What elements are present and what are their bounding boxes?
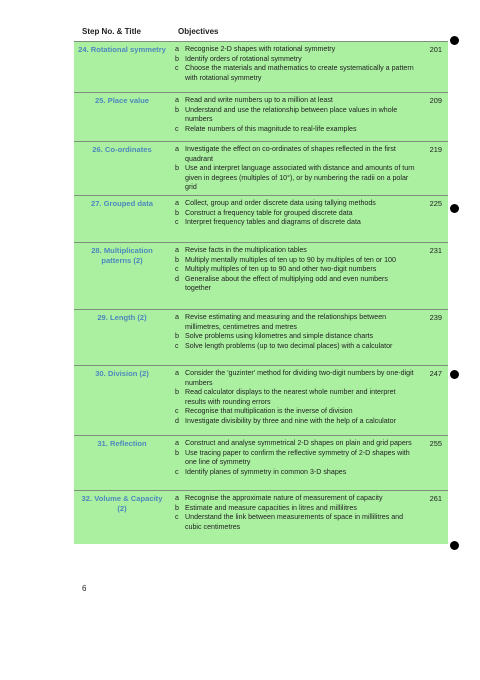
page-reference: 225 bbox=[429, 199, 442, 208]
objective-text: Read calculator displays to the nearest whole number and interpret results with rounding errors bbox=[185, 388, 396, 406]
objective-letter: b bbox=[175, 332, 179, 341]
objective-item bbox=[175, 265, 415, 275]
objectives-table bbox=[74, 41, 448, 544]
objective-item bbox=[175, 145, 415, 164]
objective-item bbox=[175, 275, 415, 294]
objective-text: Understand the link between measurements of space in millilitres and cubic centimetres bbox=[185, 513, 404, 531]
objective-text: Consider the 'guzinter' method for dividing two-digit numbers by one-digit numbers bbox=[185, 369, 414, 387]
objective-row bbox=[74, 365, 448, 435]
objective-text: Generalise about the effect of multiplying odd and even numbers together bbox=[185, 274, 388, 293]
objective-item bbox=[175, 125, 415, 135]
objective-letter: a bbox=[175, 96, 179, 104]
objective-item bbox=[175, 64, 415, 83]
objective-item bbox=[175, 439, 415, 449]
objective-row bbox=[74, 490, 448, 544]
step-title: 24. Rotational symmetry bbox=[78, 45, 166, 54]
objective-letter: b bbox=[175, 164, 179, 173]
binder-hole-icon bbox=[450, 204, 459, 213]
objective-text: Construct a frequency table for grouped discrete data bbox=[185, 208, 353, 217]
objective-letter: c bbox=[175, 124, 179, 133]
objective-item bbox=[175, 209, 415, 219]
objective-letter: b bbox=[175, 255, 179, 264]
page-reference: 261 bbox=[429, 494, 442, 503]
objectives-list bbox=[175, 199, 415, 228]
objective-item bbox=[175, 513, 415, 532]
objectives-list bbox=[175, 494, 415, 532]
page-reference: 219 bbox=[429, 145, 442, 154]
objective-item bbox=[175, 45, 415, 55]
objective-letter: b bbox=[175, 208, 179, 217]
objective-item bbox=[175, 218, 415, 228]
objective-item bbox=[175, 246, 415, 256]
objective-letter: a bbox=[175, 246, 179, 254]
objective-item bbox=[175, 96, 415, 106]
objective-text: Estimate and measure capacities in litres and millilitres bbox=[185, 503, 357, 512]
objective-text: Recognise 2-D shapes with rotational symmetry bbox=[185, 45, 336, 53]
page-number: 6 bbox=[82, 584, 87, 593]
objective-letter: c bbox=[175, 265, 179, 274]
step-title: 29. Length (2) bbox=[97, 313, 147, 322]
objective-text: Interpret frequency tables and diagrams of discrete data bbox=[185, 218, 361, 227]
objective-text: Use tracing paper to confirm the reflective symmetry of 2-D shapes with one line of symmetry bbox=[185, 448, 410, 467]
step-title: 28. Multiplication patterns (2) bbox=[91, 246, 153, 265]
page-reference: 201 bbox=[429, 45, 442, 54]
objective-text: Revise estimating and measuring and the relationships between millimetres, centimetres and metres bbox=[185, 313, 387, 331]
objective-letter: d bbox=[175, 274, 179, 283]
objectives-list bbox=[175, 369, 415, 427]
step-title: 26. Co-ordinates bbox=[92, 145, 152, 154]
objective-text: Identify planes of symmetry in common 3-D shapes bbox=[185, 467, 347, 476]
objectives-column-header: Objectives bbox=[178, 27, 219, 36]
page-reference: 209 bbox=[429, 96, 442, 105]
objective-item bbox=[175, 468, 415, 478]
objective-letter: c bbox=[175, 341, 179, 350]
objective-text: Multiply mentally multiples of ten up to 90 by multiples of ten or 100 bbox=[185, 255, 396, 264]
objective-letter: a bbox=[175, 199, 179, 207]
objective-letter: b bbox=[175, 448, 179, 457]
objective-row bbox=[74, 242, 448, 309]
step-column-header: Step No. & Title bbox=[82, 27, 141, 36]
objective-row bbox=[74, 195, 448, 242]
objectives-list bbox=[175, 96, 415, 134]
objective-letter: c bbox=[175, 467, 179, 476]
objective-letter: b bbox=[175, 503, 179, 512]
objective-item bbox=[175, 106, 415, 125]
objective-letter: c bbox=[175, 513, 179, 522]
objective-letter: a bbox=[175, 369, 179, 377]
objective-letter: b bbox=[175, 54, 179, 63]
objective-text: Relate numbers of this magnitude to real-life examples bbox=[185, 124, 357, 133]
objective-item bbox=[175, 342, 415, 352]
objective-text: Recognise the approximate nature of measurement of capacity bbox=[185, 494, 383, 502]
objective-item bbox=[175, 313, 415, 332]
objective-text: Revise facts in the multiplication tables bbox=[185, 246, 307, 254]
page-reference: 231 bbox=[429, 246, 442, 255]
objective-text: Collect, group and order discrete data using tallying methods bbox=[185, 199, 376, 207]
objective-letter: b bbox=[175, 388, 179, 397]
objective-row bbox=[74, 141, 448, 195]
objective-item bbox=[175, 417, 415, 427]
objective-letter: c bbox=[175, 218, 179, 227]
objective-letter: a bbox=[175, 45, 179, 53]
binder-hole-icon bbox=[450, 36, 459, 45]
objective-text: Investigate divisibility by three and nine with the help of a calculator bbox=[185, 416, 396, 425]
objectives-list bbox=[175, 313, 415, 351]
objective-letter: a bbox=[175, 313, 179, 321]
objective-text: Recognise that multiplication is the inverse of division bbox=[185, 407, 353, 416]
binder-hole-icon bbox=[450, 370, 459, 379]
step-title: 30. Division (2) bbox=[95, 369, 149, 378]
objective-text: Multiply multiples of ten up to 90 and other two-digit numbers bbox=[185, 265, 377, 274]
objective-text: Identify orders of rotational symmetry bbox=[185, 54, 302, 63]
step-title: 31. Reflection bbox=[97, 439, 147, 448]
objective-text: Investigate the effect on co-ordinates of shapes reflected in the first quadrant bbox=[185, 145, 396, 163]
objective-letter: c bbox=[175, 407, 179, 416]
binder-hole-icon bbox=[450, 541, 459, 550]
objective-item bbox=[175, 256, 415, 266]
objective-text: Read and write numbers up to a million at least bbox=[185, 96, 333, 104]
objective-item bbox=[175, 388, 415, 407]
objective-item bbox=[175, 504, 415, 514]
objective-row bbox=[74, 309, 448, 365]
objective-item bbox=[175, 332, 415, 342]
objective-text: Solve problems using kilometres and simple distance charts bbox=[185, 332, 374, 341]
objective-item bbox=[175, 494, 415, 504]
objective-letter: a bbox=[175, 439, 179, 447]
objective-letter: b bbox=[175, 105, 179, 114]
page-reference: 239 bbox=[429, 313, 442, 322]
page-reference: 247 bbox=[429, 369, 442, 378]
objective-row bbox=[74, 41, 448, 92]
objective-text: Solve length problems (up to two decimal places) with a calculator bbox=[185, 341, 393, 350]
objective-item bbox=[175, 449, 415, 468]
objective-letter: c bbox=[175, 64, 179, 73]
objective-text: Use and interpret language associated with distance and amounts of turn given in degrees (multiples of 10°), or by numbering the radii on a polar grid bbox=[185, 164, 415, 192]
objective-letter: a bbox=[175, 145, 179, 153]
objective-item bbox=[175, 199, 415, 209]
objective-item bbox=[175, 164, 415, 193]
objective-item bbox=[175, 369, 415, 388]
objective-text: Understand and use the relationship between place values in whole numbers bbox=[185, 105, 398, 124]
step-title: 27. Grouped data bbox=[90, 199, 154, 208]
objectives-list bbox=[175, 439, 415, 477]
objectives-list bbox=[175, 145, 415, 193]
objective-letter: d bbox=[175, 416, 179, 425]
objectives-list bbox=[175, 246, 415, 294]
objective-letter: a bbox=[175, 494, 179, 502]
objectives-list bbox=[175, 45, 415, 83]
step-title: 32. Volume & Capacity (2) bbox=[81, 494, 163, 513]
objective-text: Construct and analyse symmetrical 2-D shapes on plain and grid papers bbox=[185, 439, 412, 447]
step-title: 25. Place value bbox=[94, 96, 150, 105]
objective-item bbox=[175, 407, 415, 417]
objective-text: Choose the materials and mathematics to create systematically a pattern with rotational symmetry bbox=[185, 64, 414, 82]
objective-item bbox=[175, 55, 415, 65]
page-reference: 255 bbox=[429, 439, 442, 448]
objective-row bbox=[74, 92, 448, 141]
objective-row bbox=[74, 435, 448, 490]
